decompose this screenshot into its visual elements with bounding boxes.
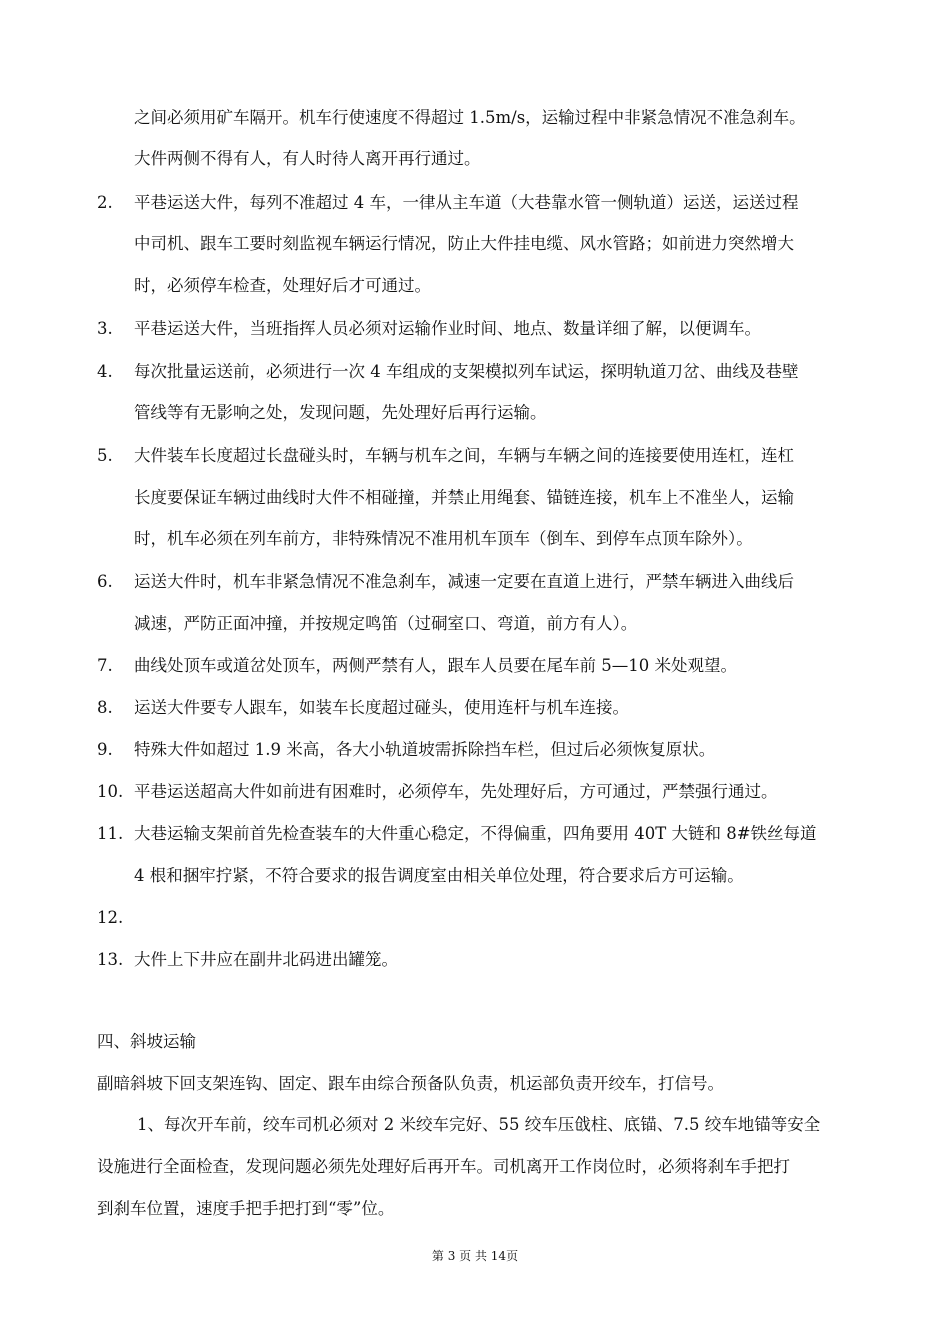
- item-line: 运送大件要专人跟车，如装车长度超过碰头，使用连杆与机车连接。: [134, 698, 629, 717]
- item-line: 时，机车必须在列车前方，非特殊情况不准用机车顶车（倒车、到停车点顶车除外）。: [134, 529, 753, 548]
- section-paragraph-line: 1、每次开车前，绞车司机必须对 2 米绞车完好、55 绞车压戗柱、底锚、7.5 绞车地锚等安全: [137, 1115, 821, 1134]
- item-line: 平巷运送大件，每列不准超过 4 车，一律从主车道（大巷靠水管一侧轨道）运送，运送过程: [134, 193, 799, 212]
- item-number: 11.: [97, 824, 124, 843]
- item-number: 3.: [97, 319, 113, 338]
- item-number: 13.: [97, 950, 124, 969]
- item-line: 长度要保证车辆过曲线时大件不相碰撞，并禁止用绳套、锚链连接，机车上不准坐人，运输: [134, 488, 794, 507]
- item-number: 4.: [97, 362, 113, 381]
- section-paragraph-line: 到刹车位置，速度手把手把打到“零”位。: [97, 1199, 395, 1218]
- item-number: 2.: [97, 193, 113, 212]
- item-line: 大件上下井应在副井北码进出罐笼。: [134, 950, 398, 969]
- item-number: 12.: [97, 908, 124, 927]
- item-line: 曲线处顶车或道岔处顶车，两侧严禁有人，跟车人员要在尾车前 5—10 米处观望。: [134, 656, 737, 675]
- lead-line-1: 之间必须用矿车隔开。机车行使速度不得超过 1.5m/s，运输过程中非紧急情况不准急刹车。: [134, 108, 806, 127]
- section-heading: 四、斜坡运输: [97, 1032, 196, 1051]
- item-number: 8.: [97, 698, 113, 717]
- item-number: 9.: [97, 740, 113, 759]
- item-line: 平巷运送超高大件如前进有困难时，必须停车，先处理好后，方可通过，严禁强行通过。: [134, 782, 778, 801]
- item-line: 减速，严防正面冲撞，并按规定鸣笛（过硐室口、弯道，前方有人）。: [134, 614, 638, 633]
- item-line: 时，必须停车检查，处理好后才可通过。: [134, 276, 431, 295]
- item-number: 10.: [97, 782, 124, 801]
- section-paragraph-line: 设施进行全面检查，发现问题必须先处理好后再开车。司机离开工作岗位时，必须将刹车手把打: [97, 1157, 790, 1176]
- page-footer: 第 3 页 共 14页: [431, 1249, 519, 1263]
- section-intro: 副暗斜坡下回支架连钩、固定、跟车由综合预备队负责，机运部负责开绞车，打信号。: [97, 1074, 724, 1093]
- item-line: 大巷运输支架前首先检查装车的大件重心稳定，不得偏重，四角要用 40T 大链和 8#铁丝每道: [134, 824, 817, 843]
- item-line: 4 根和捆牢拧紧，不符合要求的报告调度室由相关单位处理，符合要求后方可运输。: [134, 866, 744, 885]
- lead-line-2: 大件两侧不得有人，有人时待人离开再行通过。: [134, 149, 481, 168]
- item-line: 特殊大件如超过 1.9 米高，各大小轨道坡需拆除挡车栏，但过后必须恢复原状。: [134, 740, 716, 759]
- item-line: 平巷运送大件，当班指挥人员必须对运输作业时间、地点、数量详细了解，以便调车。: [134, 319, 761, 338]
- item-line: 中司机、跟车工要时刻监视车辆运行情况，防止大件挂电缆、风水管路；如前进力突然增大: [134, 234, 794, 253]
- item-line: 运送大件时，机车非紧急情况不准急刹车，减速一定要在直道上进行，严禁车辆进入曲线后: [134, 572, 794, 591]
- item-number: 5.: [97, 446, 113, 465]
- item-number: 7.: [97, 656, 113, 675]
- item-number: 6.: [97, 572, 113, 591]
- item-line: 管线等有无影响之处，发现问题，先处理好后再行运输。: [134, 403, 547, 422]
- item-line: 大件装车长度超过长盘碰头时，车辆与机车之间，车辆与车辆之间的连接要使用连杠，连杠: [134, 446, 794, 465]
- item-line: 每次批量运送前，必须进行一次 4 车组成的支架模拟列车试运，探明轨道刀岔、曲线及巷壁: [134, 362, 799, 381]
